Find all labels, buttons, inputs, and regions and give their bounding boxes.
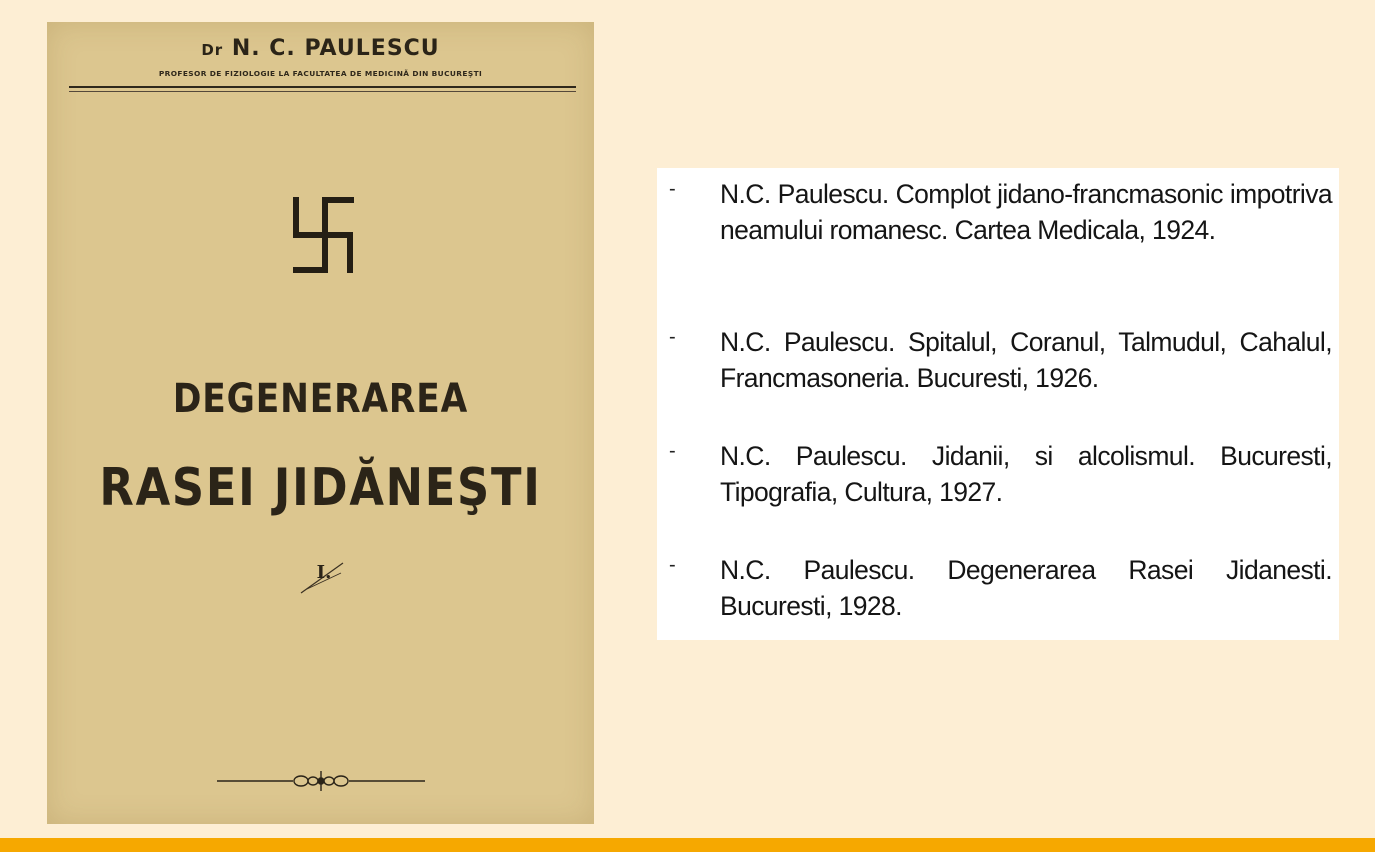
cover-rule-thin [69, 91, 576, 92]
cover-author [47, 36, 594, 61]
reference-text: N.C. Paulescu. Spitalul, Coranul, Talmudul, Cahalul, Francmasoneria. Bucuresti, 1926. [720, 327, 1332, 393]
references-panel [657, 168, 1339, 640]
ornamental-divider-icon [215, 770, 427, 792]
reference-bullet: - [669, 326, 676, 348]
book-cover [47, 22, 594, 824]
cover-volume: I. [316, 562, 332, 583]
cover-title-line2: RASEI JIDĂNEŞTI [99, 458, 542, 518]
reference-text: N.C. Paulescu. Degenerarea Rasei Jidanesti. Bucuresti, 1928. [720, 555, 1332, 621]
reference-text: N.C. Paulescu. Complot jidano-francmasonic impotriva neamului romanesc. Cartea Medicala, 1924. [720, 179, 1332, 245]
reference-bullet: - [669, 440, 676, 462]
cover-rule [69, 86, 576, 88]
accent-bar [0, 838, 1375, 852]
swastika-icon [287, 194, 357, 276]
reference-bullet: - [669, 554, 676, 576]
cover-author-prefix: Dr [201, 41, 224, 59]
cover-author-name: N. C. PAULESCU [231, 36, 440, 61]
reference-text: N.C. Paulescu. Jidanii, si alcolismul. Bucuresti, Tipografia, Cultura, 1927. [720, 441, 1332, 507]
cover-title-line1: DEGENERAREA [172, 376, 469, 422]
cover-affiliation: PROFESOR DE FIZIOLOGIE LA FACULTATEA DE MEDICINĂ DIN BUCUREŞTI [158, 69, 483, 78]
reference-bullet: - [669, 178, 676, 200]
